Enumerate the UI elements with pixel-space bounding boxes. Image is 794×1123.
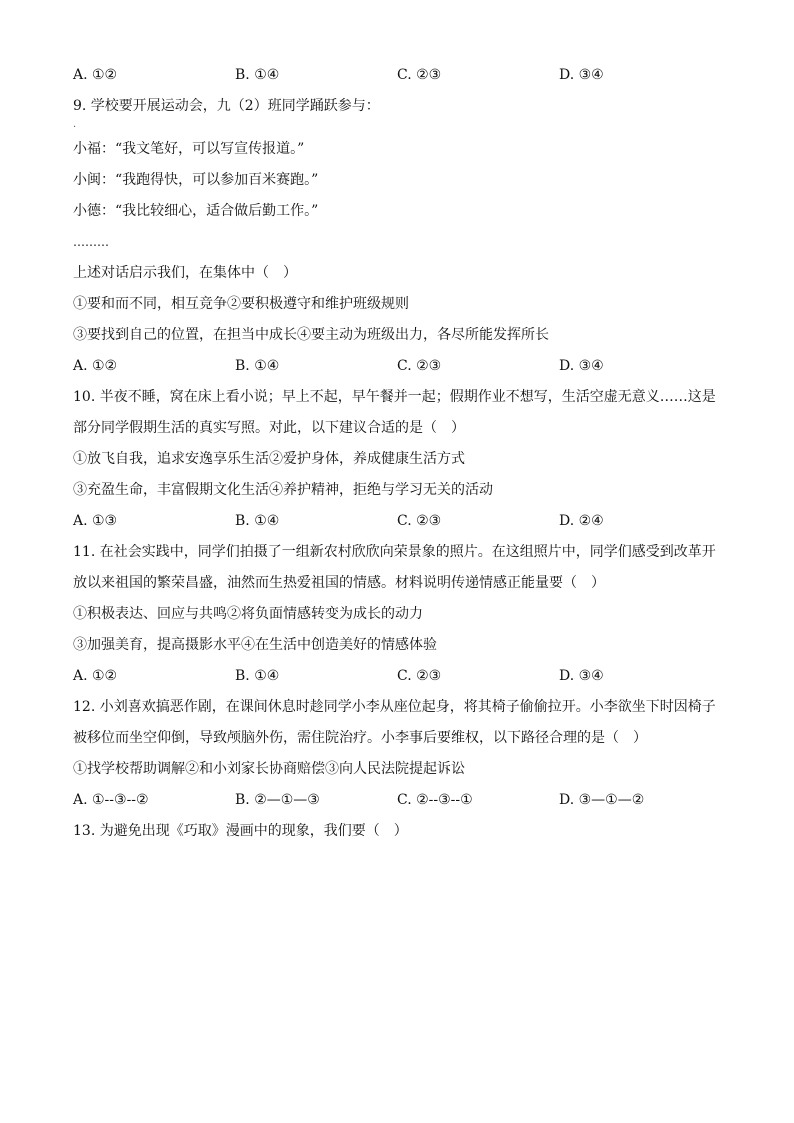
q9-question: 上述对话启示我们，在集体中（ ） <box>73 265 297 281</box>
q11-option-c: C. ②③ <box>397 668 442 684</box>
q9-dialog-3: 小德：“我比较细心，适合做后勤工作。” <box>73 203 319 219</box>
q11-option-d: D. ③④ <box>559 668 604 684</box>
q12-stem: 12. 小刘喜欢搞恶作剧，在课间休息时趁同学小李从座位起身，将其椅子偷偷拉开。小李欲坐下时因椅子被移位而坐空仰倒，导致颅脑外伤，需住院治疗。小李事后要维权，以下路径合理的是（ ） <box>73 699 716 746</box>
q10-option-d: D. ②④ <box>559 513 604 529</box>
q8-options <box>73 60 723 91</box>
q9-stem: 9. 学校要开展运动会，九（2）班同学踊跃参与： <box>73 98 380 114</box>
q13-stem: 13. 为避免出现《巧取》漫画中的现象，我们要（ ） <box>73 823 408 839</box>
q8-option-b: B. ①④ <box>235 67 280 83</box>
q9-option-c: C. ②③ <box>397 358 442 374</box>
q12-options <box>73 785 723 816</box>
q10-option-a: A. ①③ <box>73 513 118 529</box>
q8-option-d: D. ③④ <box>559 67 604 83</box>
q12-choice-1: ①找学校帮助调解②和小刘家长协商赔偿③向人民法院提起诉讼 <box>73 761 465 777</box>
q9-ellipsis: ……… <box>73 235 109 249</box>
q11-choice-1: ①积极表达、回应与共鸣②将负面情感转变为成长的动力 <box>73 606 423 622</box>
q9-option-a: A. ①② <box>73 358 118 374</box>
q11-option-b: B. ①④ <box>235 668 280 684</box>
q9-dialog-2: 小闽：“我跑得快，可以参加百米赛跑。” <box>73 172 319 188</box>
q12-option-a: A. ①--③--② <box>73 792 149 808</box>
q9-options <box>73 351 723 382</box>
q8-option-a: A. ①② <box>73 67 118 83</box>
q11-choice-2: ③加强美育，提高摄影水平④在生活中创造美好的情感体验 <box>73 637 437 653</box>
q12-option-c: C. ②--③--① <box>397 792 473 808</box>
q10-choice-2: ③充盈生命，丰富假期文化生活④养护精神，拒绝与学习无关的活动 <box>73 482 493 498</box>
q10-choice-1: ①放飞自我，追求安逸享乐生活②爱护身体，养成健康生活方式 <box>73 451 465 467</box>
q11-option-a: A. ①② <box>73 668 118 684</box>
q9-choice-2: ③要找到自己的位置，在担当中成长④要主动为班级出力，各尽所能发挥所长 <box>73 327 549 343</box>
q11-stem: 11. 在社会实践中，同学们拍摄了一组新农村欣欣向荣景象的照片。在这组照片中，同学们感受到改革开放以来祖国的繁荣昌盛，油然而生热爱祖国的情感。材料说明传递情感正能量要（ ） <box>73 544 716 591</box>
q12-option-b: B. ②—①—③ <box>235 792 320 808</box>
q10-options <box>73 506 723 537</box>
q11-options <box>73 661 723 692</box>
q10-stem: 10. 半夜不睡，窝在床上看小说；早上不起，早午餐并一起；假期作业不想写，生活空虚无意义……这是部分同学假期生活的真实写照。对此，以下建议合适的是（ ） <box>73 389 716 436</box>
exam-page <box>73 60 723 847</box>
q9-option-b: B. ①④ <box>235 358 280 374</box>
q9-dot: · <box>73 122 77 133</box>
q9-dialog-1: 小福：“我文笔好，可以写宣传报道。” <box>73 141 305 157</box>
q10-option-b: B. ①④ <box>235 513 280 529</box>
q12-option-d: D. ③—①—② <box>559 792 645 808</box>
q10-option-c: C. ②③ <box>397 513 442 529</box>
q9-option-d: D. ③④ <box>559 358 604 374</box>
q9-choice-1: ①要和而不同，相互竞争②要积极遵守和维护班级规则 <box>73 296 409 312</box>
q8-option-c: C. ②③ <box>397 67 442 83</box>
